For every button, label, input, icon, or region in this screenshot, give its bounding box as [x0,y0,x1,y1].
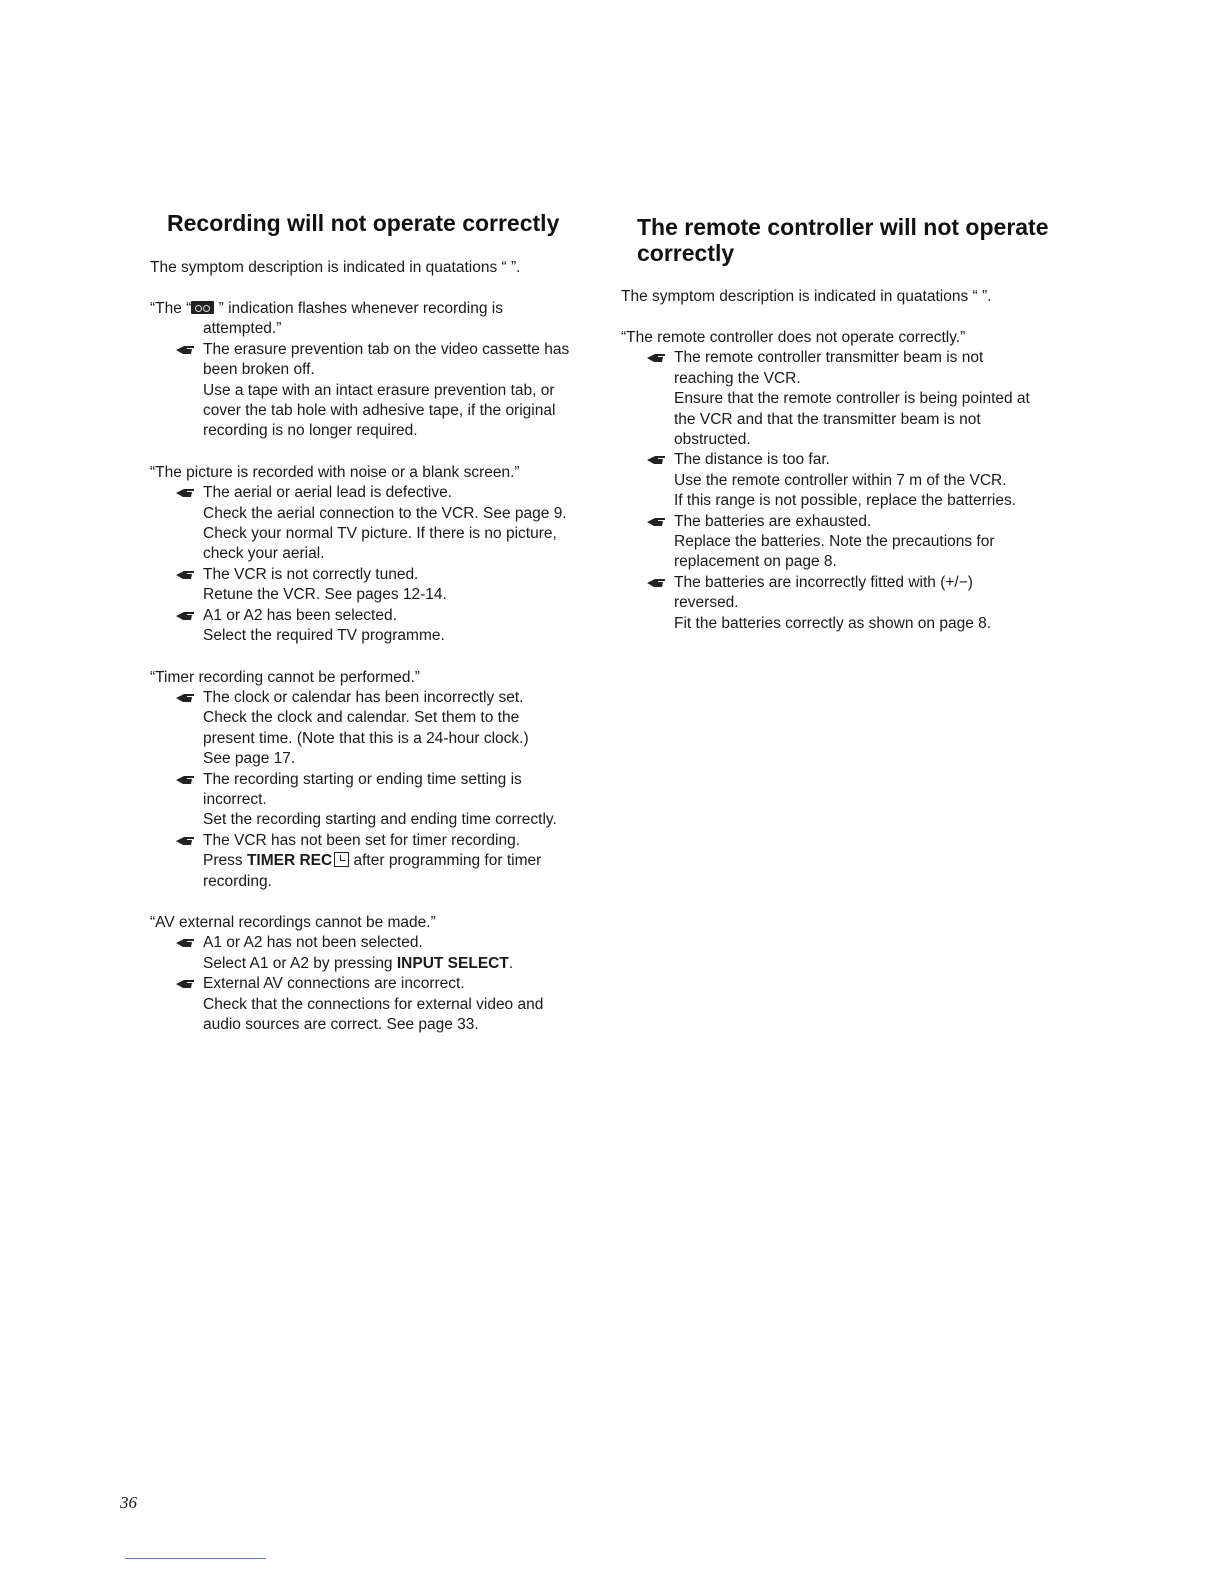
symptom-block [150,913,610,1035]
page-number: 36 [120,1493,137,1512]
symptom-block [150,668,610,892]
select-instruction: Select A1 or A2 by pressing INPUT SELECT. [203,954,514,972]
cause-item: The recording starting or ending time setting is incorrect. Set the recording starting and ending time correctly. [150,770,610,831]
cause-item: The batteries are incorrectly fitted with (+/−) reversed. Fit the batteries correctly as shown on page 8. [621,573,1071,634]
press-instruction: Press TIMER REC after programming for timer [203,852,542,870]
cause-item: The erasure prevention tab on the video cassette has been broken off. Use a tape with an intact erasure prevention tab, or cover the tab hole with adhesive tape, if the original recording is no longer required. [150,340,610,442]
symptom-block [621,328,1071,634]
pointing-hand-icon [646,454,666,466]
pointing-hand-icon [646,516,666,528]
cause-item: A1 or A2 has been selected. Select the required TV programme. [150,606,610,647]
symptom-title: “The “ ” indication flashes whenever recording is attempted.” [150,300,503,338]
pointing-hand-icon [175,774,195,786]
pointing-hand-icon [175,937,195,949]
symptom-title: “The picture is recorded with noise or a blank screen.” [150,463,520,481]
pointing-hand-icon [646,577,666,589]
symptom-title: “The remote controller does not operate correctly.” [621,329,966,346]
symptom-block [150,299,610,442]
cause-item: The VCR has not been set for timer recording. Press TIMER REC after programming for timer recording. [150,831,610,892]
pointing-hand-icon [175,978,195,990]
pointing-hand-icon [175,487,195,499]
pointing-hand-icon [175,692,195,704]
cause-item: The remote controller transmitter beam is not reaching the VCR. Ensure that the remote controller is being pointed at the VCR and that the transmitter beam is not obstructed. [621,348,1071,450]
intro-text: The symptom description is indicated in quatations “ ”. [621,288,992,305]
pointing-hand-icon [175,835,195,847]
symptom-title: “Timer recording cannot be performed.” [150,668,420,686]
intro-text: The symptom description is indicated in quatations “ ”. [150,259,521,276]
cause-item: The batteries are exhausted. Replace the batteries. Note the precautions for replacement on page 8. [621,512,1071,573]
symptom-block [150,463,610,647]
footer-rule [125,1558,266,1559]
cause-item: External AV connections are incorrect. Check that the connections for external video and audio sources are correct. See page 33. [150,974,610,1035]
cassette-tape-icon [191,301,214,314]
pointing-hand-icon [175,610,195,622]
right-column [621,200,1071,634]
pointing-hand-icon [175,569,195,581]
pointing-hand-icon [175,344,195,356]
cause-item: The VCR is not correctly tuned. Retune the VCR. See pages 12-14. [150,565,610,606]
cause-item: The clock or calendar has been incorrectly set. Check the clock and calendar. Set them to the present time. (Note that this is a 24-hour clock.) See page 17. [150,688,610,770]
cause-item: The distance is too far. Use the remote controller within 7 m of the VCR. If this range is not possible, replace the batterries. [621,450,1071,511]
section-heading-recording: Recording will not operate correctly [167,210,560,236]
left-column [150,200,610,1035]
cause-item: A1 or A2 has not been selected. Select A1 or A2 by pressing INPUT SELECT. [150,933,610,974]
timer-rec-icon [334,852,349,867]
symptom-title: “AV external recordings cannot be made.” [150,913,436,931]
pointing-hand-icon [646,352,666,364]
section-heading-remote: The remote controller will not operate correctly [637,214,1049,266]
cause-item: The aerial or aerial lead is defective. Check the aerial connection to the VCR. See page 9. Check your normal TV picture. If there is no picture, check your aerial. [150,483,610,565]
